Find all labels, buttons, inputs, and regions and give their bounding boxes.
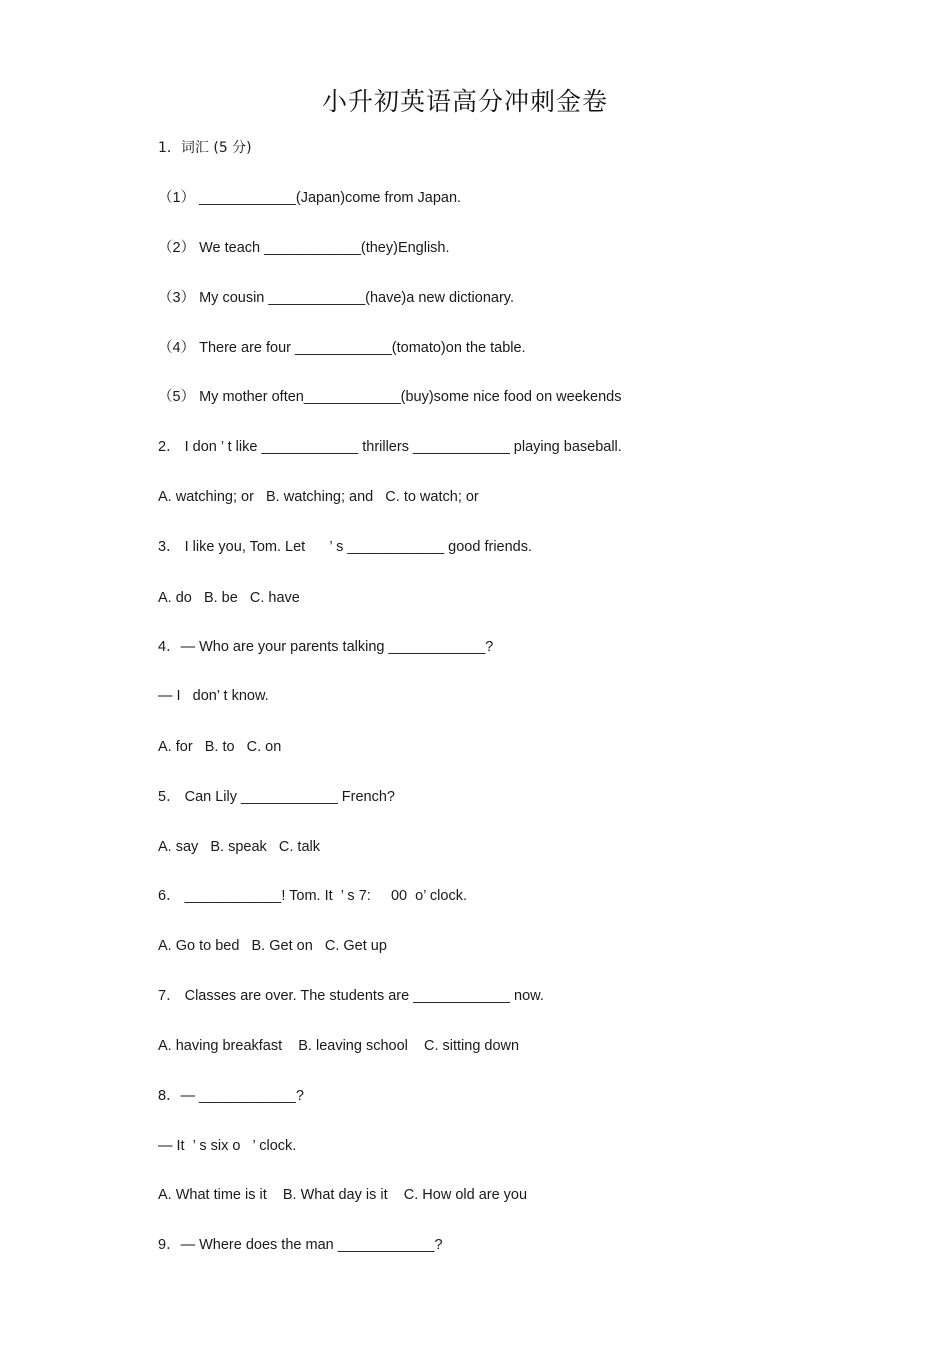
answer-options: A. say B. speak C. talk xyxy=(158,839,320,855)
question-line: 7． Classes are over. The students are ____________ now. xyxy=(158,988,544,1004)
answer-options: A. watching; or B. watching; and C. to watch; or xyxy=(158,489,479,505)
section-heading-vocabulary: 1．词汇 (5 分) xyxy=(158,140,252,156)
answer-options: A. Go to bed B. Get on C. Get up xyxy=(158,938,387,954)
question-line: （1） ____________(Japan)come from Japan. xyxy=(158,190,462,206)
answer-options: A. having breakfast B. leaving school C. sitting down xyxy=(158,1038,520,1054)
question-line: （4） There are four ____________(tomato)on the table. xyxy=(158,340,526,356)
question-line: 2． I don ’ t like ____________ thrillers ____________ playing baseball. xyxy=(158,439,622,455)
question-line: （3） My cousin ____________(have)a new dictionary. xyxy=(158,290,514,306)
question-line: （2） We teach ____________(they)English. xyxy=(158,240,450,256)
question-line: 8．— ____________? xyxy=(158,1088,304,1104)
answer-options: A. for B. to C. on xyxy=(158,739,282,755)
question-line: 6． ____________! Tom. It ’ s 7: 00 o’ clock. xyxy=(158,888,467,904)
question-line: 3． I like you, Tom. Let ’ s ____________ good friends. xyxy=(158,539,533,555)
answer-options: A. What time is it B. What day is it C. How old are you xyxy=(158,1187,528,1203)
answer-options: A. do B. be C. have xyxy=(158,590,300,606)
dialogue-line: — I don’ t know. xyxy=(158,688,269,704)
question-line: 9．— Where does the man ____________? xyxy=(158,1237,443,1253)
dialogue-line: — It ’ s six o ’ clock. xyxy=(158,1138,297,1154)
question-line: （5） My mother often____________(buy)some nice food on weekends xyxy=(158,389,622,405)
question-line: 5． Can Lily ____________ French? xyxy=(158,789,395,805)
question-line: 4．— Who are your parents talking ____________? xyxy=(158,639,494,655)
page-title: 小升初英语高分冲刺金卷 xyxy=(321,87,608,116)
